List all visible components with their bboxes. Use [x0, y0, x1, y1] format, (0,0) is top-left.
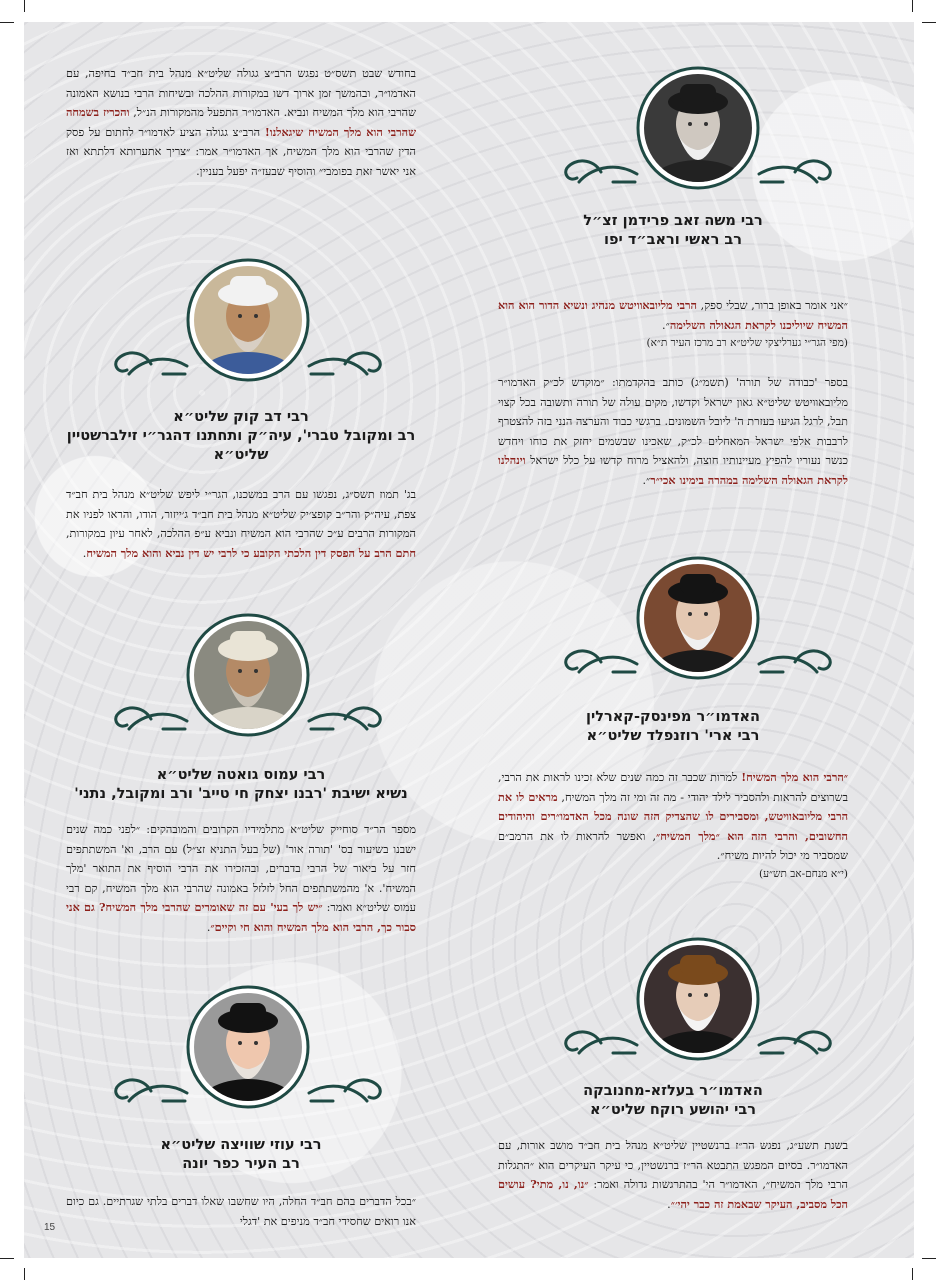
crop-mark: [912, 0, 913, 12]
profile-name: רבי משה זאב פרידמן זצ״ל: [583, 213, 763, 229]
profile-title: רבי ארי' רוזנפלד שליט״א: [586, 728, 760, 744]
profile-quote: ״הרבי הוא מלך המשיח! למרות שכבר זה כמה שנים שלא זכינו לראות את הרבי, בשרוצים להראות ולהסביר לילד יהודי - מה זה ומי זה מלך המשיח, מראים לו את הרבי מליובאוויטש, ומסבירים לו שהצדיק הזה שונה מכל האדמו״רים והיהודים החשובים, והרבי הזה הוא ״מלך המשיח״, ואפשר להראות לו את הרמב״ם שמסביר מי יכול להיות משיח״.: [498, 770, 849, 862]
portrait-photo: [183, 258, 313, 388]
page-number: 15: [44, 1222, 56, 1233]
portrait-rabbi-kook: [103, 258, 393, 388]
portrait-photo: [183, 985, 313, 1115]
crop-mark: [922, 22, 936, 23]
portrait-rabbi-shvitza: [103, 985, 393, 1115]
crop-mark: [912, 1268, 913, 1280]
crop-mark: [0, 1258, 14, 1259]
right-profile-3: [498, 1082, 848, 1214]
crop-mark: [0, 22, 14, 23]
profile-title: רב ראשי וראב״ד יפו: [604, 232, 742, 248]
profile-body: בג' תמוז תשס״ג, נפגשו עם הרב במשכנו, הגר״י ליפש שליט״א מנהל בית חב״ד צפת, עיה״ק והר״ב קופצ׳יק שליט״א מנהל בית חב״ד ג׳ייזור, הודו, והראו לפניו את המקורות הרבים ע״כ שהרבי הוא המשיח ונביא ע״פ ההלכה, לאחר עיון במקורות, חתם הרב על הפסק דין הלכתי הקובע כי לרבי יש דין נביא והוא מלך המשיח.: [66, 488, 416, 560]
quote-source: (י״א מנחם-אב תש״ע): [759, 867, 848, 880]
portrait-rabbi-friedman: [553, 66, 843, 196]
portrait-pinsk-karlin-rebbe: [553, 556, 843, 686]
crop-mark: [24, 0, 25, 12]
profile-title: רבי יהושע רוקח שליט״א: [590, 1102, 756, 1118]
medallion-svg: [103, 258, 393, 388]
profile-title: נשיא ישיבת 'רבנו יצחק חי טייב' ורב ומקובל, נתני': [74, 786, 408, 802]
profile-name: האדמו״ר בעלזא-מחנובקה: [583, 1083, 763, 1099]
intro-body: בחודש שבט תשס״ט נפגש הרב״צ גגולה שליט״א מנהל בית חב״ד בחיפה, עם האדמו״ר, ובהמשך זמן ארוך דשו במקורות ההלכה ובשיחות הרבי בנושא האמונה שהרבי הוא מלך המשיח ונביא. האדמו״ר התפעל מהמקורות הנ״ל, והכריז בשמחה שהרבי הוא מלך המשיח שיגאלנו! הרב״צ גגולה הציע לאדמו״ר לחתום על פסק הדין שהרבי הוא מלך המשיח, אך האדמו״ר אמר: ״צריך אתערותא דלתתא ואז אני יאשר זאת בפומבי״ והוסיף שבעז״ה יפעל בעניין.: [66, 67, 417, 178]
left-intro: [66, 64, 416, 181]
medallion-svg: [553, 556, 843, 686]
profile-body: בשנת תשע״ג, נפגש הר״ז ברנשטיין שליט״א מנהל בית חב״ד מושב אורות, עם האדמו״ר. בסיום המפגש התבטא הר״ז ברנשטיין, כי עיקר העיקרים הוא ״התגלות הרבי מלך המשיח״, האדמו״ר הי' בהתרגשות גדולה ואמר: ״נו, נו, מתי? עושים הכל מסביב, העיקר שבאמת זה כבר יהי׳״.: [498, 1139, 848, 1211]
profile-quote: ״אני אומר באופן ברור, שבלי ספק, הרבי מליובאוויטש מנהיג ונשיא הדור הוא הוא המשיח שיוליכנו לקראת הגאולה השלימה״.: [498, 298, 848, 332]
portrait-photo: [633, 556, 763, 686]
left-profile-1: [66, 408, 416, 563]
medallion-svg: [553, 937, 843, 1067]
profile-title: רב העיר כפר יונה: [182, 1156, 300, 1172]
right-profile-2: [498, 708, 848, 882]
profile-name: האדמו״ר מפינסק-קארלין: [586, 709, 760, 725]
left-profile-3: [66, 1136, 416, 1231]
right-profile-1: [498, 212, 848, 490]
profile-title: רב ומקובל טברי', עיה״ק ותחתנו דהגר״י זילברשטיין שליט״א: [66, 428, 416, 463]
left-profile-2: [66, 766, 416, 937]
portrait-belz-machnovka-rebbe: [553, 937, 843, 1067]
crop-mark: [922, 1258, 936, 1259]
profile-name: רבי עמוס גואטה שליט״א: [156, 767, 326, 783]
profile-body: בספר 'כבודה של תורה' (תשמ״ג) כותב בהקדמתו: ״מוקדש לכ״ק האדמו״ר מליובאוויטש שליט״א גאון ישראל וקדשו, מקים עולה של תורה ותשובה בכל קצוי תבל, לרגל הגיעו בעזרת ה' ליובל השמונים. ברגשי כבוד והערצה הנני בזה להצטרף לרבבות אלפי ישראל המאחלים לכ״ק, שאכינו שבשמים יחזק את כוחו ויחדש כנשר נעוריו להפיץ מעיינותיו חוצה, ולהאציל מרוח קדשו על כלל ישראל וינהלנו לקראת הגאולה השלימה במהרה בימינו אכי״ר״.: [498, 376, 848, 487]
portrait-photo: [633, 66, 763, 196]
medallion-svg: [553, 66, 843, 196]
portrait-photo: [633, 937, 763, 1067]
profile-body: ״בכל הדברים בהם חב״ד החלה, היו שחשבו שאלו דברים בלתי שגרתיים. גם כיום אנו רואים שחסידי חב״ד מניפים את 'דגלי: [66, 1195, 416, 1228]
profile-name: רבי עוזי שוויצה שליט״א: [160, 1137, 322, 1153]
portrait-rabbi-goata: [103, 613, 393, 743]
quote-source: (מפי הגר״י גערליצקי שליט״א רב מרכז העיר ת״א): [646, 337, 848, 349]
medallion-svg: [103, 613, 393, 743]
medallion-svg: [103, 985, 393, 1115]
portrait-photo: [183, 613, 313, 743]
profile-body: מספר הר״ד סוחייק שליט״א מתלמידיו הקרובים והמובהקים: ״לפני כמה שנים ישבנו בשיעור בס' 'תורה אור' (של בעל התניא זצ״ל) עם הרב, וא' המשתתפים חזר על ביאור של הרבי בדברים, ובהזכירו את הרבי הוסיף את התואר 'מלך המשיח'. א' מהמשתתפים החל לזלזל באמונה שהרבי הוא מלך המשיח, קם רבי עמוס שליט״א ואמר: ״יש לך בעי' עם זה שאומרים שהרבי מלך המשיח? גם אני סבור כך, הרבי הוא מלך המשיח והוא חי וקיים״.: [66, 823, 416, 934]
profile-name: רבי דב קוק שליט״א: [173, 409, 309, 425]
crop-mark: [24, 1268, 25, 1280]
